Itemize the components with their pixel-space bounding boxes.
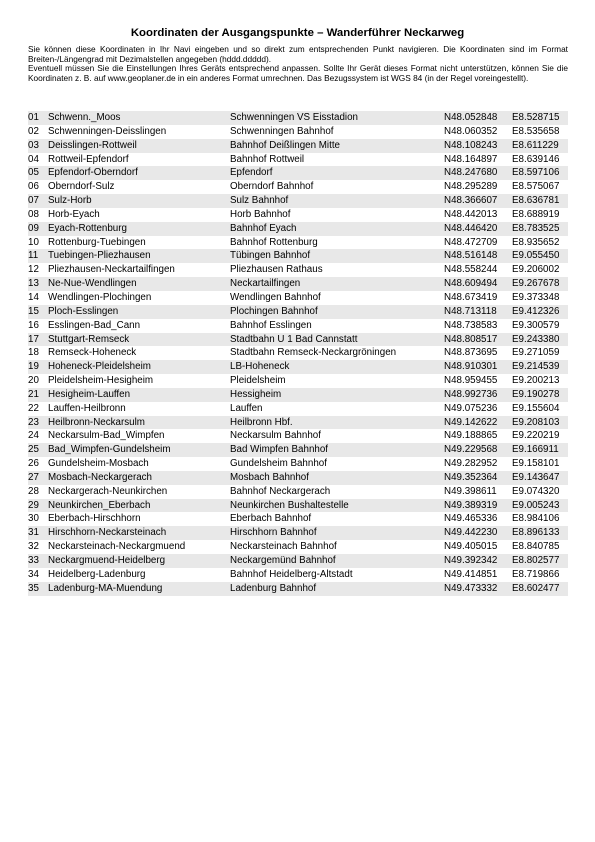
start-point: Bahnhof Deißlingen Mitte — [230, 139, 341, 151]
stage-route: Horb-Eyach — [48, 208, 100, 220]
start-point: Bahnhof Neckargerach — [230, 485, 331, 497]
stage-number: 25 — [28, 444, 39, 456]
table-row — [28, 236, 568, 250]
stage-route: Pleidelsheim-Hesigheim — [48, 375, 154, 387]
start-point: Plochingen Bahnhof — [230, 305, 318, 317]
stage-route: Oberndorf-Sulz — [48, 181, 115, 193]
stage-number: 03 — [28, 139, 39, 151]
latitude-value: N48.808517 — [444, 333, 498, 345]
stage-number: 11 — [28, 250, 39, 262]
latitude-value: N48.108243 — [444, 139, 498, 151]
stage-route: Wendlingen-Plochingen — [48, 291, 152, 303]
stage-number: 23 — [28, 416, 39, 428]
longitude-value: E8.639146 — [512, 153, 560, 165]
longitude-value: E9.190278 — [512, 388, 560, 400]
latitude-value: N48.164897 — [444, 153, 498, 165]
stage-number: 09 — [28, 222, 39, 234]
table-row — [28, 291, 568, 305]
table-row — [28, 249, 568, 263]
latitude-value: N49.398611 — [444, 485, 497, 497]
start-point: Bad Wimpfen Bahnhof — [230, 444, 329, 456]
stage-route: Eyach-Rottenburg — [48, 222, 127, 234]
latitude-value: N49.229568 — [444, 444, 498, 456]
table-row — [28, 540, 568, 554]
table-row — [28, 180, 568, 194]
table-row — [28, 125, 568, 139]
latitude-value: N48.738583 — [444, 319, 498, 331]
longitude-value: E9.166911 — [512, 444, 559, 456]
table-row — [28, 111, 568, 125]
table-row — [28, 429, 568, 443]
stage-route: Ne-Nue-Wendlingen — [48, 278, 137, 290]
latitude-value: N48.959455 — [444, 375, 498, 387]
intro-text — [28, 45, 568, 83]
stage-number: 15 — [28, 305, 39, 317]
stage-route: Gundelsheim-Mosbach — [48, 458, 149, 470]
stage-number: 27 — [28, 471, 39, 483]
start-point: Hessigheim — [230, 388, 282, 400]
stage-number: 02 — [28, 125, 39, 137]
longitude-value: E9.074320 — [512, 485, 560, 497]
longitude-value: E8.802577 — [512, 555, 560, 566]
stage-route: Tuebingen-Pliezhausen — [48, 250, 151, 262]
latitude-value: N49.142622 — [444, 416, 498, 428]
stage-route: Neckargerach-Neunkirchen — [48, 485, 168, 497]
longitude-value: E8.719866 — [512, 568, 560, 580]
stage-route: Remseck-Hoheneck — [48, 347, 137, 359]
coordinates-table — [28, 111, 568, 596]
latitude-value: N48.295289 — [444, 181, 498, 193]
stage-number: 16 — [28, 319, 39, 331]
longitude-value: E9.412326 — [512, 305, 560, 317]
table-row — [28, 305, 568, 319]
start-point: Bahnhof Eyach — [230, 222, 297, 234]
start-point: Mosbach Bahnhof — [230, 471, 309, 483]
start-point: Eberbach Bahnhof — [230, 513, 312, 525]
table-row — [28, 499, 568, 513]
table-row — [28, 333, 568, 347]
longitude-value: E9.200213 — [512, 375, 560, 387]
latitude-value: N49.414851 — [444, 568, 498, 580]
stage-number: 34 — [28, 568, 39, 580]
stage-number: 32 — [28, 541, 39, 553]
stage-number: 12 — [28, 264, 39, 276]
table-row — [28, 277, 568, 291]
longitude-value: E9.243380 — [512, 333, 560, 345]
longitude-value: E8.528715 — [512, 112, 560, 123]
start-point: Sulz Bahnhof — [230, 195, 289, 207]
stage-number: 13 — [28, 278, 39, 290]
stage-route: Pliezhausen-Neckartailfingen — [48, 264, 175, 276]
table-row — [28, 374, 568, 388]
stage-number: 17 — [28, 333, 39, 345]
table-row — [28, 568, 568, 582]
longitude-value: E8.597106 — [512, 167, 560, 179]
latitude-value: N49.075236 — [444, 402, 498, 414]
stage-number: 31 — [28, 527, 39, 539]
stage-route: Neunkirchen_Eberbach — [48, 499, 151, 511]
stage-route: Heilbronn-Neckarsulm — [48, 416, 145, 428]
stage-route: Lauffen-Heilbronn — [48, 402, 126, 414]
start-point: Neckartailfingen — [230, 278, 301, 290]
start-point: Stadtbahn Remseck-Neckargröningen — [230, 347, 397, 359]
latitude-value: N49.405015 — [444, 541, 498, 553]
stage-route: Schwenn._Moos — [48, 112, 121, 123]
start-point: Tübingen Bahnhof — [230, 250, 311, 262]
start-point: Bahnhof Heidelberg-Altstadt — [230, 568, 353, 580]
table-row — [28, 582, 568, 596]
start-point: Neckargemünd Bahnhof — [230, 555, 336, 566]
stage-number: 22 — [28, 402, 39, 414]
table-row — [28, 457, 568, 471]
latitude-value: N48.516148 — [444, 250, 498, 262]
stage-number: 21 — [28, 388, 39, 400]
latitude-value: N49.442230 — [444, 527, 498, 539]
stage-route: Deisslingen-Rottweil — [48, 139, 137, 151]
latitude-value: N48.052848 — [444, 112, 498, 123]
longitude-value: E8.575067 — [512, 181, 560, 193]
longitude-value: E8.636781 — [512, 195, 560, 207]
start-point: Stadtbahn U 1 Bad Cannstatt — [230, 333, 358, 345]
stage-route: Stuttgart-Remseck — [48, 333, 130, 345]
latitude-value: N48.366607 — [444, 195, 498, 207]
start-point: Pliezhausen Rathaus — [230, 264, 323, 276]
start-point: Hirschhorn Bahnhof — [230, 527, 317, 539]
table-row — [28, 319, 568, 333]
longitude-value: E8.611229 — [512, 139, 559, 151]
table-row — [28, 416, 568, 430]
stage-number: 08 — [28, 208, 39, 220]
table-row — [28, 222, 568, 236]
start-point: Schwenningen Bahnhof — [230, 125, 334, 137]
longitude-value: E9.300579 — [512, 319, 560, 331]
latitude-value: N49.352364 — [444, 471, 498, 483]
latitude-value: N48.673419 — [444, 291, 498, 303]
longitude-value: E9.220219 — [512, 430, 560, 442]
longitude-value: E9.143647 — [512, 471, 560, 483]
start-point: Neunkirchen Bushaltestelle — [230, 499, 349, 511]
table-row — [28, 153, 568, 167]
stage-route: Heidelberg-Ladenburg — [48, 568, 146, 580]
stage-number: 26 — [28, 458, 39, 470]
longitude-value: E9.158101 — [512, 458, 560, 470]
stage-number: 10 — [28, 236, 39, 248]
start-point: Oberndorf Bahnhof — [230, 181, 314, 193]
table-row — [28, 388, 568, 402]
stage-number: 29 — [28, 499, 39, 511]
start-point: Gundelsheim Bahnhof — [230, 458, 327, 470]
start-point: Horb Bahnhof — [230, 208, 291, 220]
stage-route: Sulz-Horb — [48, 195, 92, 207]
stage-number: 30 — [28, 513, 39, 525]
longitude-value: E8.602477 — [512, 582, 560, 594]
stage-route: Ploch-Esslingen — [48, 305, 119, 317]
longitude-value: E9.155604 — [512, 402, 560, 414]
start-point: Lauffen — [230, 402, 263, 414]
table-row — [28, 485, 568, 499]
longitude-value: E8.840785 — [512, 541, 560, 553]
latitude-value: N49.188865 — [444, 430, 498, 442]
latitude-value: N48.609494 — [444, 278, 498, 290]
latitude-value: N48.472709 — [444, 236, 498, 248]
table-row — [28, 360, 568, 374]
stage-route: Hesigheim-Lauffen — [48, 388, 131, 400]
latitude-value: N48.247680 — [444, 167, 498, 179]
longitude-value: E9.271059 — [512, 347, 560, 359]
longitude-value: E9.206002 — [512, 264, 560, 276]
latitude-value: N48.873695 — [444, 347, 498, 359]
stage-number: 04 — [28, 153, 39, 165]
latitude-value: N48.992736 — [444, 388, 498, 400]
start-point: Ladenburg Bahnhof — [230, 582, 317, 594]
table-row — [28, 443, 568, 457]
start-point: Wendlingen Bahnhof — [230, 291, 321, 303]
stage-number: 18 — [28, 347, 39, 359]
longitude-value: E9.208103 — [512, 416, 560, 428]
latitude-value: N48.910301 — [444, 361, 498, 373]
start-point: Bahnhof Rottweil — [230, 153, 305, 165]
table-row — [28, 208, 568, 222]
stage-route: Neckarsulm-Bad_Wimpfen — [48, 430, 165, 442]
stage-route: Rottenburg-Tuebingen — [48, 236, 146, 248]
stage-number: 24 — [28, 430, 39, 442]
longitude-value: E8.896133 — [512, 527, 560, 539]
start-point: Pleidelsheim — [230, 375, 286, 387]
longitude-value: E9.214539 — [512, 361, 560, 373]
start-point: LB-Hoheneck — [230, 361, 290, 373]
longitude-value: E8.783525 — [512, 222, 560, 234]
latitude-value: N48.442013 — [444, 208, 498, 220]
stage-route: Neckarsteinach-Neckargmuend — [48, 541, 186, 553]
longitude-value: E9.005243 — [512, 499, 560, 511]
stage-route: Rottweil-Epfendorf — [48, 153, 129, 165]
stage-route: Epfendorf-Oberndorf — [48, 167, 138, 179]
table-row — [28, 402, 568, 416]
latitude-value: N49.392342 — [444, 555, 498, 566]
table-row — [28, 554, 568, 568]
document-title: Koordinaten der Ausgangspunkte – Wanderführer Neckarweg — [130, 27, 465, 39]
start-point: Bahnhof Esslingen — [230, 319, 312, 331]
table-row — [28, 263, 568, 277]
table-row — [28, 526, 568, 540]
longitude-value: E8.984106 — [512, 513, 560, 525]
table-row — [28, 166, 568, 180]
start-point: Epfendorf — [230, 167, 273, 179]
stage-number: 28 — [28, 485, 39, 497]
table-row — [28, 471, 568, 485]
start-point: Heilbronn Hbf. — [230, 416, 293, 428]
longitude-value: E9.055450 — [512, 250, 560, 262]
stage-route: Eberbach-Hirschhorn — [48, 513, 141, 525]
latitude-value: N49.389319 — [444, 499, 498, 511]
intro-paragraph-2: Eventuell müssen Sie die Einstellungen Ihres Geräts entsprechend anpassen. Sollte Ihr Gerät dieses Format nicht unterstützen, können Sie die Koordinaten z. B. auf www.geoplaner.de in ein anderes Format umrechnen. Das Bezugssystem ist WGS 84 (in der Regel voreingestellt). — [28, 63, 568, 83]
latitude-value: N48.060352 — [444, 125, 498, 137]
stage-route: Neckargmuend-Heidelberg — [48, 555, 166, 566]
longitude-value: E8.935652 — [512, 236, 560, 248]
stage-route: Mosbach-Neckargerach — [48, 471, 153, 483]
stage-number: 01 — [28, 112, 39, 123]
stage-number: 20 — [28, 375, 39, 387]
stage-number: 33 — [28, 555, 39, 566]
stage-route: Hirschhorn-Neckarsteinach — [48, 527, 167, 539]
stage-number: 14 — [28, 291, 39, 303]
longitude-value: E9.267678 — [512, 278, 560, 290]
stage-route: Schwenningen-Deisslingen — [48, 125, 167, 137]
stage-route: Hoheneck-Pleidelsheim — [48, 361, 151, 373]
table-row — [28, 346, 568, 360]
latitude-value: N48.446420 — [444, 222, 498, 234]
longitude-value: E8.535658 — [512, 125, 560, 137]
longitude-value: E9.373348 — [512, 291, 560, 303]
start-point: Schwenningen VS Eisstadion — [230, 112, 358, 123]
latitude-value: N49.473332 — [444, 582, 498, 594]
stage-number: 07 — [28, 195, 39, 207]
latitude-value: N49.282952 — [444, 458, 498, 470]
start-point: Bahnhof Rottenburg — [230, 236, 318, 248]
stage-route: Ladenburg-MA-Muendung — [48, 582, 163, 594]
stage-route: Esslingen-Bad_Cann — [48, 319, 141, 331]
start-point: Neckarsulm Bahnhof — [230, 430, 321, 442]
stage-number: 06 — [28, 181, 39, 193]
longitude-value: E8.688919 — [512, 208, 560, 220]
stage-number: 05 — [28, 167, 39, 179]
latitude-value: N48.713118 — [444, 305, 497, 317]
table-row — [28, 139, 568, 153]
stage-number: 19 — [28, 361, 39, 373]
latitude-value: N48.558244 — [444, 264, 498, 276]
table-row — [28, 512, 568, 526]
table-row — [28, 194, 568, 208]
latitude-value: N49.465336 — [444, 513, 498, 525]
start-point: Neckarsteinach Bahnhof — [230, 541, 337, 553]
stage-route: Bad_Wimpfen-Gundelsheim — [48, 444, 171, 456]
stage-number: 35 — [28, 582, 39, 594]
intro-paragraph-1: Sie können diese Koordinaten in Ihr Navi eingeben und so direkt zum entsprechenden Punkt navigieren. Die Koordinaten sind im Format Breiten-/Längengrad mit Dezimalstellen angegeben (hddd.ddddd). — [28, 44, 568, 64]
